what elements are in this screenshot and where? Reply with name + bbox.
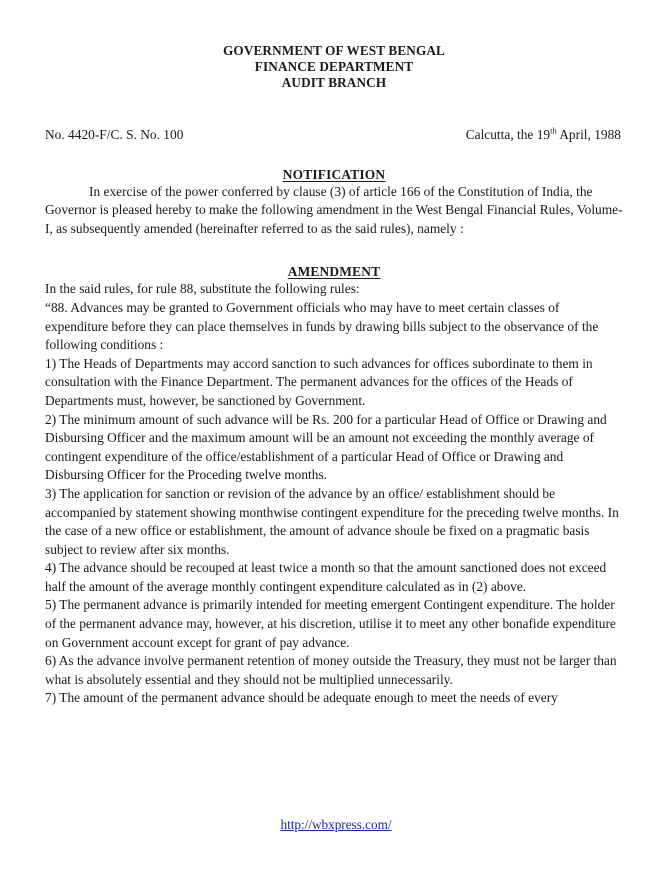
notification-heading-text: NOTIFICATION	[282, 166, 386, 182]
place-and-date	[466, 126, 623, 143]
document-content	[45, 0, 623, 708]
place-date-suffix: April, 1988	[556, 126, 621, 142]
clause-3: 3) The application for sanction or revision of the advance by an office/ establishment should be accompanied by statement showing monthwise contingent expenditure for the preceding twelve months. In the case of a new office or establishment, the amount of advance shoule be fixed on a pragmatic basis subject to review after six months.	[45, 485, 619, 557]
clause-4: 4) The advance should be recouped at least twice a month so that the amount sanctioned does not exceed half the amount of the average monthly contingent expenditure calculated as in (2) above.	[45, 560, 607, 594]
clause-2: 2) The minimum amount of such advance will be Rs. 200 for a particular Head of Office or Drawing and Disbursing Officer and the maximum amount will be an amount not exceeding the monthly average of contingent expenditure of the office/establishment of a particular Head of Office or Drawing and Disbursing Officer for the Proceding twelve months.	[45, 411, 607, 483]
intro-paragraph: In exercise of the power conferred by clause (3) of article 166 of the Constitution of India, the Governor is pleased hereby to make the following amendment in the West Bengal Financial Rules, Volume-I, as subsequently amended (hereinafter referred to as the said rules), namely :	[45, 183, 623, 236]
footer	[0, 816, 672, 834]
reference-row	[45, 126, 623, 143]
source-website-link[interactable]: http://wbxpress.com/	[280, 817, 392, 832]
substitution-line: In the said rules, for rule 88, substitute the following rules:	[45, 281, 360, 297]
date-ordinal-suffix: th	[550, 126, 557, 136]
masthead-line-department: FINANCE DEPARTMENT	[254, 59, 414, 75]
masthead	[45, 0, 623, 92]
amendment-heading-text: AMENDMENT	[287, 264, 381, 280]
amendment-heading	[45, 263, 623, 280]
clause-6: 6) As the advance involve permanent retention of money outside the Treasury, they must not be larger than what is absolutely essential and they should not be multiplied unnecessarily.	[45, 653, 617, 687]
rule-preamble: “88. Advances may be granted to Government officials who may have to meet certain classes of expenditure before they can place themselves in funds by drawing bills subject to the observance of the following conditions :	[45, 299, 599, 353]
memo-number: No. 4420-F/C. S. No. 100	[45, 126, 184, 142]
clause-1: 1) The Heads of Departments may accord sanction to such advances for offices subordinate to them in consultation with the Finance Department. The permanent advances for the offices of the Heads of Departments must, however, be sanctioned by Government.	[45, 355, 593, 408]
masthead-line-government: GOVERNMENT OF WEST BENGAL	[223, 43, 445, 58]
clause-5: 5) The permanent advance is primarily intended for meeting emergent Contingent expenditure. The holder of the permanent advance may, however, at his discretion, utilise it to meet any other bonafide expenditure on Government account except for grant of pay advance.	[45, 597, 616, 650]
masthead-line-branch: AUDIT BRANCH	[281, 75, 387, 91]
clause-7: 7) The amount of the permanent advance should be adequate enough to meet the needs of every	[45, 690, 558, 706]
place-date-prefix: Calcutta, the 19	[465, 126, 551, 142]
notification-heading	[45, 166, 623, 183]
